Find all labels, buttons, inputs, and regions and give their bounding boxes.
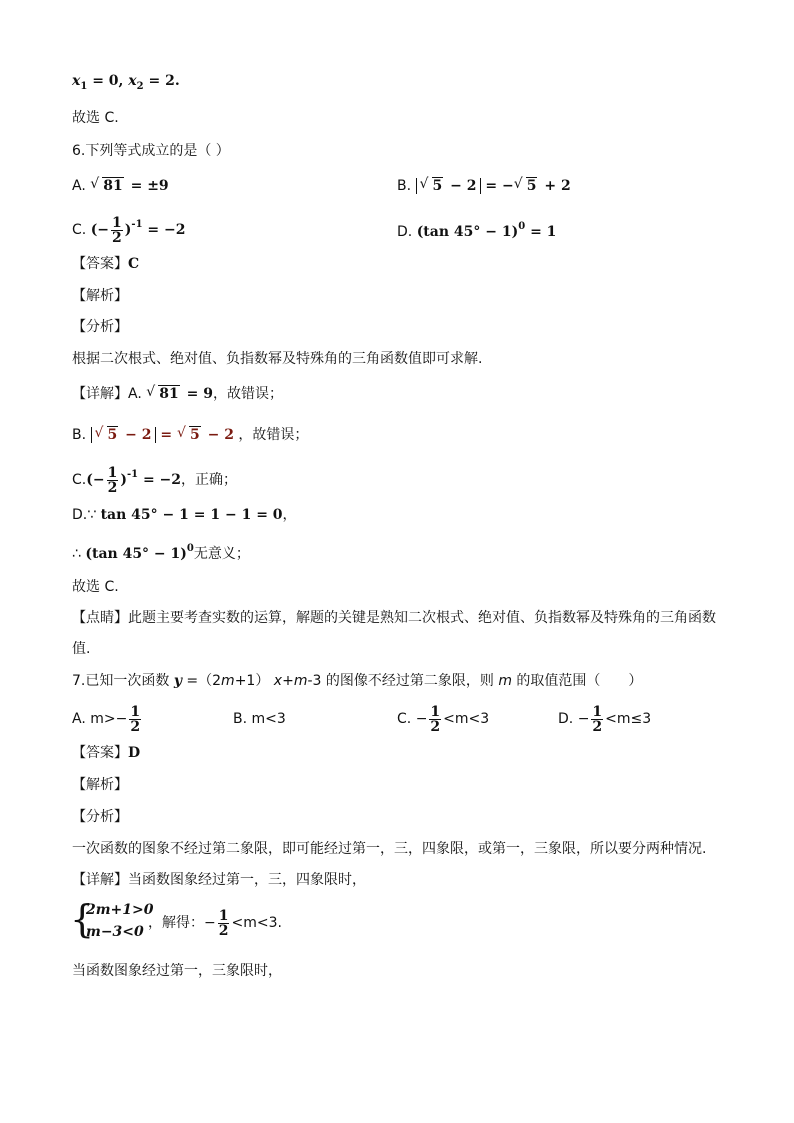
q6-analysis-tag: 【解析】	[72, 288, 128, 304]
q6-option-b: B. √ 5 − 2 = −√ 5 + 2	[397, 175, 571, 197]
q6-comment-line2: 值.	[72, 641, 91, 657]
q6-comment: 【点睛】此题主要考查实数的运算，解题的关键是熟知二次根式、绝对值、负指数幂及特殊角的三角函数	[72, 610, 716, 626]
var-x1: x	[72, 73, 81, 89]
q7-stem: 7.已知一次函数 y =（2m+1） x+m-3 的图像不经过第二象限，则 m 的取值范围（ ）	[72, 673, 643, 689]
sys-eq2: m−3<0	[86, 924, 144, 940]
q6-option-d: D. (tan 45° − 1)$^0$ = 1	[397, 221, 557, 240]
q7-analysis-tag: 【解析】	[72, 777, 128, 793]
q6-detail-d: D.∵ tan 45° − 1 = 1 − 1 = 0，	[72, 507, 297, 523]
q7-fenxi: 一次函数的图象不经过第二象限，即可能经过第一，三，四象限，或第一，三象限，所以要分两种情况.	[72, 841, 707, 857]
q6-answer: 【答案】C	[72, 256, 140, 272]
q7-option-a: A. m>− $\frac{1}{2}$	[72, 703, 141, 735]
q7-fenxi-tag: 【分析】	[72, 809, 128, 825]
q6-detail-d2: ∴ (tan 45° − 1)$^0$无意义；	[72, 543, 250, 562]
system-brace: {	[70, 897, 95, 941]
q6-detail-a: 【详解】A. √ 81 = 9，故错误；	[72, 383, 283, 405]
sys-eq1: 2m+1>0	[86, 902, 154, 918]
q6-option-c: C. (− $\frac{1}{2}$ )$^{-1}$ = −2	[72, 214, 186, 246]
q6-fenxi: 根据二次根式、绝对值、负指数幂及特殊角的三角函数值即可求解.	[72, 351, 483, 367]
q6-detail-c: C.(− $\frac{1}{2}$ )$^{-1}$ = −2，正确；	[72, 464, 238, 496]
previous-choose: 故选 C.	[72, 110, 119, 126]
q7-detail: 【详解】当函数图象经过第一，三，四象限时，	[72, 872, 366, 888]
q6-detail-b: B. √ 5 − 2 = √ 5 − 2 ，故错误；	[72, 424, 308, 446]
q7-option-c: C. − $\frac{1}{2}$ <m<3	[397, 703, 490, 735]
q7-option-b: B. m<3	[233, 711, 286, 727]
q7-option-d: D. − $\frac{1}{2}$ <m≤3	[558, 703, 652, 735]
previous-result: $x_1 = 0$, $x_2 = 2$.	[72, 73, 180, 92]
answer-tag: 【答案】	[72, 256, 128, 272]
q6-fenxi-tag: 【分析】	[72, 319, 128, 335]
q6-stem: 6.下列等式成立的是（ ）	[72, 143, 230, 159]
q6-option-a: A. √ 81 = ±9	[72, 175, 169, 197]
q7-answer: 【答案】D	[72, 745, 141, 761]
q6-choose: 故选 C.	[72, 579, 119, 595]
q7-detail-line2: 当函数图象经过第一，三象限时，	[72, 963, 282, 979]
sys-solution: ，解得：− $\frac{1}{2}$ <m<3.	[148, 907, 282, 939]
